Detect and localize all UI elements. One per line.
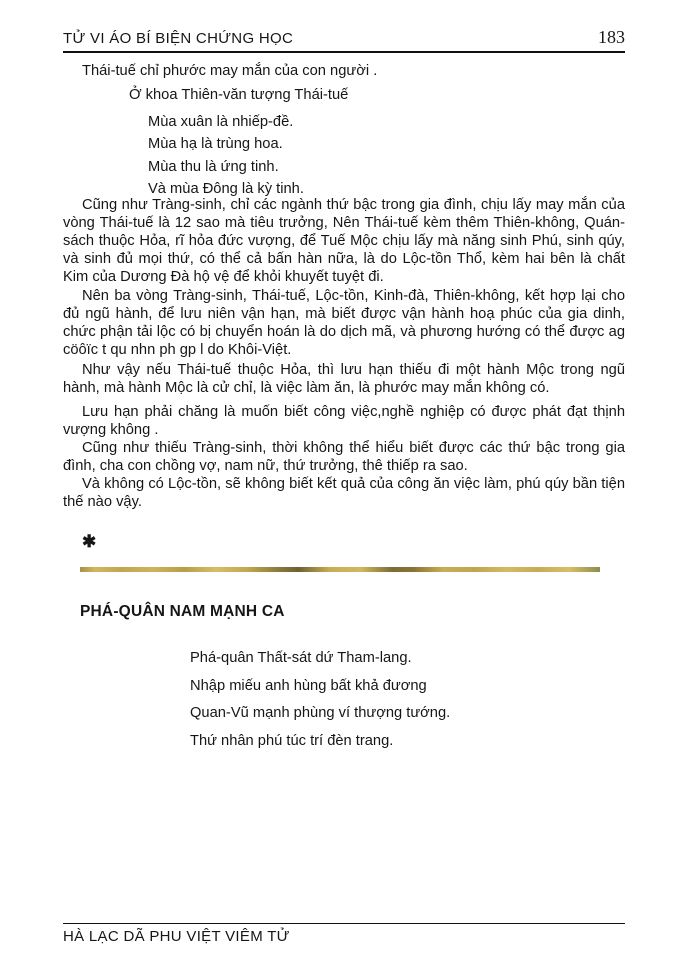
section-poem xyxy=(63,645,625,755)
paragraph: Nên ba vòng Tràng-sinh, Thái-tuế, Lộc-tồn, Kinh-đà, Thiên-không, kết hợp lại cho đủ ngũ hành, để lưu niên vận hạn, mà biết được vận hành hoạ phúc của gia dinh, chức phận tải lộc có bị chuyển hoán là do dịch mã, và phương hướng có thể được ag cöôïc t qu nhn ph gp l do Khôi-Việt. xyxy=(63,288,625,358)
section-heading: PHÁ-QUÂN NAM MẠNH CA xyxy=(80,603,285,620)
poem-line: Và mùa Đông là kỳ tinh. xyxy=(148,181,304,198)
asterisk-divider-icon: ✱ xyxy=(82,532,97,551)
running-title: TỬ VI ÁO BÍ BIỆN CHỨNG HỌC xyxy=(63,30,294,47)
poem-line: Nhập miếu anh hùng bất khả đương xyxy=(190,677,427,694)
poem-line: Quan-Vũ mạnh phùng ví thượng tướng. xyxy=(190,705,451,721)
poem-line: Mùa xuân là nhiếp-đề. xyxy=(148,114,294,130)
footer-author: HÀ LẠC DÃ PHU VIỆT VIÊM TỬ xyxy=(63,928,290,945)
poem-line: Mùa thu là ứng tinh. xyxy=(148,158,279,175)
poem-line: Phá-quân Thất-sát dứ Tham-lang. xyxy=(190,650,412,666)
seasons-poem xyxy=(63,111,625,201)
intro-line-2: Ở khoa Thiên-văn tượng Thái-tuế xyxy=(129,87,349,103)
paragraph: Cũng như thiếu Tràng-sinh, thời không thể hiểu biết được các thứ bậc trong gia đình, cha con chồng vợ, nam nữ, thứ trưởng, thê thiếp ra sao. xyxy=(63,440,625,474)
gold-divider-bar xyxy=(80,567,600,572)
paragraph: Như vậy nếu Thái-tuế thuộc Hỏa, thì lưu hạn thiếu đi một hành Mộc trong ngũ hành, mà hành Mộc là cử chỉ, là việc làm ăn, là phước may mắn không có. xyxy=(63,362,625,396)
paragraph: Và không có Lộc-tồn, sẽ không biết kết quả của công ăn việc làm, phú qúy bần tiện thế nào vậy. xyxy=(63,476,625,510)
page-number: 183 xyxy=(598,27,625,47)
intro-line-1: Thái-tuế chỉ phước may mắn của con người . xyxy=(82,63,378,79)
poem-line: Mùa hạ là trùng hoa. xyxy=(148,136,283,153)
paragraph: Cũng như Tràng-sinh, chỉ các ngành thứ bậc trong gia đình, chịu lấy may mắn của vòng Thái-tuế là 12 sao mà tiêu trưởng, Nên Thái-tuế kèm thêm Thiên-không, Quán-sách thuộc Hỏa, rĩ hỏa đức vượng, để Tuế Mộc chịu lấy mà năng sinh Phú, sinh qúy, và sinh đủ mọi thứ, có thể cả bấn hàn nữa, là do Lộc-tồn Thổ, kèm hai bên là chất Kim của Dương Đà hộ vệ để khỏi khuyết tuyệt đi. xyxy=(63,197,625,285)
page-header xyxy=(63,27,625,53)
paragraph: Lưu hạn phải chăng là muốn biết công việc,nghề nghiệp có được phát đạt thịnh vượng không . xyxy=(63,404,625,438)
poem-line: Thứ nhân phú túc trí đèn trang. xyxy=(190,732,394,749)
page-footer xyxy=(63,923,625,945)
